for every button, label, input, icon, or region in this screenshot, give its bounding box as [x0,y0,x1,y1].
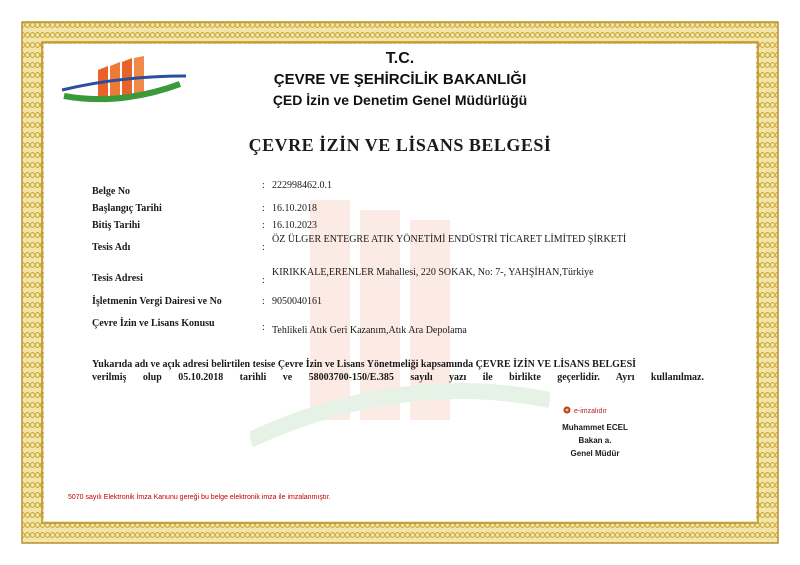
colon-separator: : [262,296,265,307]
header-tc: T.C. [385,50,415,67]
label-tesis-adi: Tesis Adı [92,242,131,253]
value-baslangic: 16.10.2018 [272,203,317,214]
e-signature-icon [563,406,571,414]
watermark-logo [250,170,550,470]
footer-note: 5070 sayılı Elektronik İmza Kanunu gereği bu belge elektronik imza ile imzalanmıştır. [68,494,331,501]
label-konu: Çevre İzin ve Lisans Konusu [92,318,215,329]
header-ministry: ÇEVRE VE ŞEHİRCİLİK BAKANLIĞI [273,71,527,88]
label-belge-no: Belge No [92,186,131,197]
statement-line-2: verilmiş olup 05.10.2018 tarihli ve 58003700-150/E.385 sayılı yazı ile birlikte geçerlidir. Ayrı kullanılmaz. [92,372,704,383]
value-tesis-adresi: KIRIKKALE,ERENLER Mahallesi, 220 SOKAK, No: 7-, YAHŞİHAN,Türkiye [272,267,594,278]
value-konu: Tehlikeli Atık Geri Kazanım,Atık Ara Depolama [272,325,467,336]
label-bitis: Bitiş Tarihi [92,220,141,231]
colon-separator: : [262,203,265,214]
colon-separator: : [262,242,265,253]
statement-line-1: Yukarıda adı ve açık adresi belirtilen tesise Çevre İzin ve Lisans Yönetmeliği kapsamında ÇEVRE İZİN VE LİSANS BELGESİ [92,359,637,370]
signatory-title-1: Bakan a. [578,436,612,445]
colon-separator: : [262,180,265,191]
signatory-title-2: Genel Müdür [570,449,620,458]
colon-separator: : [262,275,265,286]
signatory-name: Muhammet ECEL [562,423,628,432]
value-vergi: 9050040161 [272,296,322,307]
value-belge-no: 222998462.0.1 [272,180,332,191]
label-vergi: İşletmenin Vergi Dairesi ve No [92,296,222,307]
label-tesis-adresi: Tesis Adresi [92,273,143,284]
e-signature-label: e-imzalıdır [574,408,607,415]
document-title: ÇEVRE İZİN VE LİSANS BELGESİ [248,135,552,155]
colon-separator: : [262,322,265,333]
label-baslangic: Başlangıç Tarihi [92,203,162,214]
value-tesis-adi: ÖZ ÜLGER ENTEGRE ATIK YÖNETİMİ ENDÜSTRİ TİCARET LİMİTED ŞİRKETİ [272,234,627,245]
value-bitis: 16.10.2023 [272,220,317,231]
header-department: ÇED İzin ve Denetim Genel Müdürlüğü [272,92,528,108]
colon-separator: : [262,220,265,231]
